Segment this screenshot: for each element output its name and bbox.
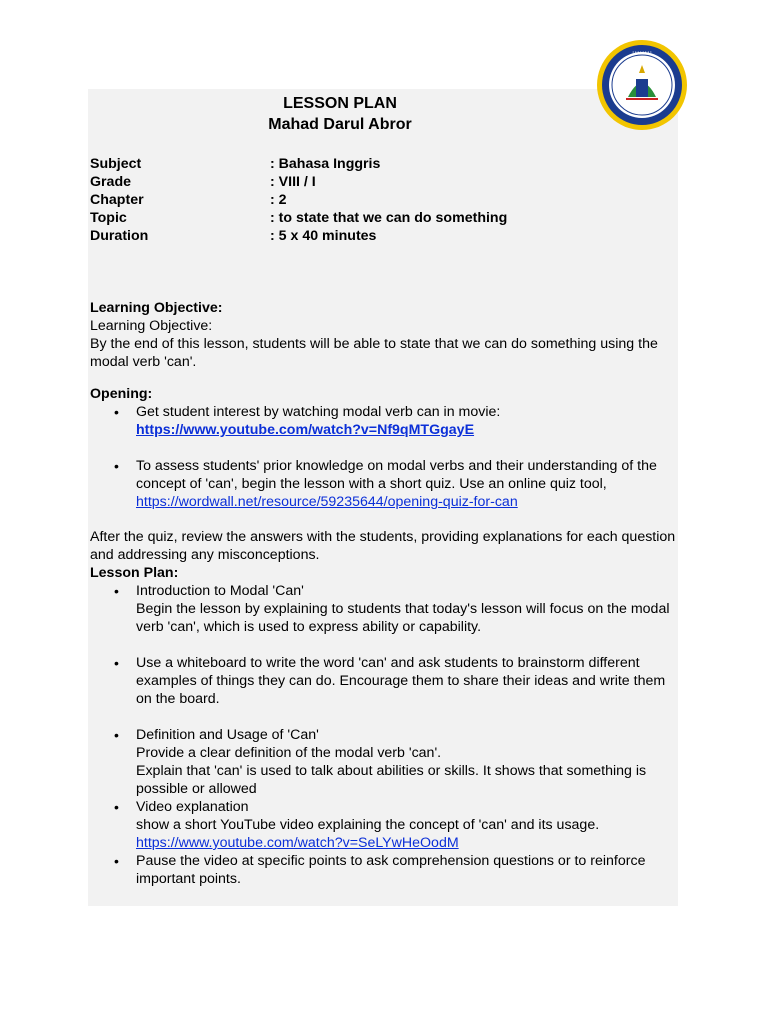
list-item-title: Introduction to Modal 'Can' bbox=[136, 583, 304, 599]
bullet-icon: • bbox=[114, 853, 119, 869]
list-item-text: Provide a clear definition of the modal verb 'can'. bbox=[136, 745, 442, 761]
info-row-subject bbox=[90, 155, 507, 173]
info-row-grade bbox=[90, 173, 507, 191]
opening-list bbox=[90, 403, 680, 511]
info-row-topic bbox=[90, 209, 507, 227]
list-item-title: Video explanation bbox=[136, 799, 249, 815]
info-label: Duration bbox=[90, 228, 149, 244]
list-item-text: To assess students' prior knowledge on modal verbs and their understanding of the concept of 'can', begin the lesson with a short quiz. Use an online quiz tool, bbox=[136, 458, 657, 492]
info-row-chapter bbox=[90, 191, 507, 209]
info-value: : 2 bbox=[270, 192, 287, 208]
list-item bbox=[90, 798, 680, 852]
school-name: Mahad Darul Abror bbox=[268, 116, 412, 133]
info-value: : 5 x 40 minutes bbox=[270, 228, 377, 244]
objective-text: By the end of this lesson, students will be able to state that we can do something using the modal verb 'can'. bbox=[90, 336, 658, 370]
youtube-link[interactable]: https://www.youtube.com/watch?v=SeLYwHeOodM bbox=[136, 835, 459, 851]
list-item bbox=[90, 457, 680, 511]
document-title: LESSON PLAN bbox=[283, 95, 397, 112]
lesson-plan-heading: Lesson Plan: bbox=[90, 565, 179, 581]
list-item bbox=[90, 654, 680, 708]
lesson-info-table bbox=[90, 155, 507, 245]
info-value: : to state that we can do something bbox=[270, 210, 508, 226]
youtube-link[interactable]: https://www.youtube.com/watch?v=Nf9qMTGgayE bbox=[136, 422, 475, 438]
opening-heading: Opening: bbox=[90, 386, 153, 402]
info-value: : VIII / I bbox=[270, 174, 316, 190]
bullet-icon: • bbox=[114, 458, 119, 474]
objective-heading: Learning Objective: bbox=[90, 300, 223, 316]
info-label: Chapter bbox=[90, 192, 144, 208]
lesson-plan-document bbox=[90, 93, 680, 888]
document-header bbox=[90, 93, 680, 135]
svg-text:• • • • • • • •: • • • • • • • • bbox=[632, 49, 652, 54]
wordwall-link[interactable]: https://wordwall.net/resource/59235644/opening-quiz-for-can bbox=[136, 494, 518, 510]
list-item-title: Pause the video at specific points to ask comprehension questions or to reinforce important points. bbox=[136, 853, 646, 887]
info-value: : Bahasa Inggris bbox=[270, 156, 381, 172]
list-item bbox=[90, 852, 680, 888]
bullet-icon: • bbox=[114, 583, 119, 599]
lesson-plan-list bbox=[90, 582, 680, 888]
list-item-text: show a short YouTube video explaining the concept of 'can' and its usage. bbox=[136, 817, 600, 833]
info-row-duration bbox=[90, 227, 507, 245]
list-item-title: Use a whiteboard to write the word 'can' and ask students to brainstorm different examples of things they can do. Encourage them to share their ideas and write them on the board. bbox=[136, 655, 666, 707]
bullet-icon: • bbox=[114, 727, 119, 743]
list-item bbox=[90, 726, 680, 798]
info-label: Grade bbox=[90, 174, 132, 190]
list-item-title: Definition and Usage of 'Can' bbox=[136, 727, 319, 743]
bullet-icon: • bbox=[114, 655, 119, 671]
list-item-text: Begin the lesson by explaining to students that today's lesson will focus on the modal verb 'can', which is used to express ability or capability. bbox=[136, 601, 670, 635]
list-item bbox=[90, 403, 680, 439]
objective-repeat: Learning Objective: bbox=[90, 318, 213, 334]
list-item-text: Get student interest by watching modal verb can in movie: bbox=[136, 404, 501, 420]
list-item bbox=[90, 582, 680, 636]
info-label: Subject bbox=[90, 156, 142, 172]
list-item-text: Explain that 'can' is used to talk about abilities or skills. It shows that something is possible or allowed bbox=[136, 763, 647, 797]
bullet-icon: • bbox=[114, 799, 119, 815]
info-label: Topic bbox=[90, 210, 127, 226]
after-quiz-text: After the quiz, review the answers with the students, providing explanations for each question and addressing any misconceptions. bbox=[90, 529, 676, 563]
bullet-icon: • bbox=[114, 404, 119, 420]
